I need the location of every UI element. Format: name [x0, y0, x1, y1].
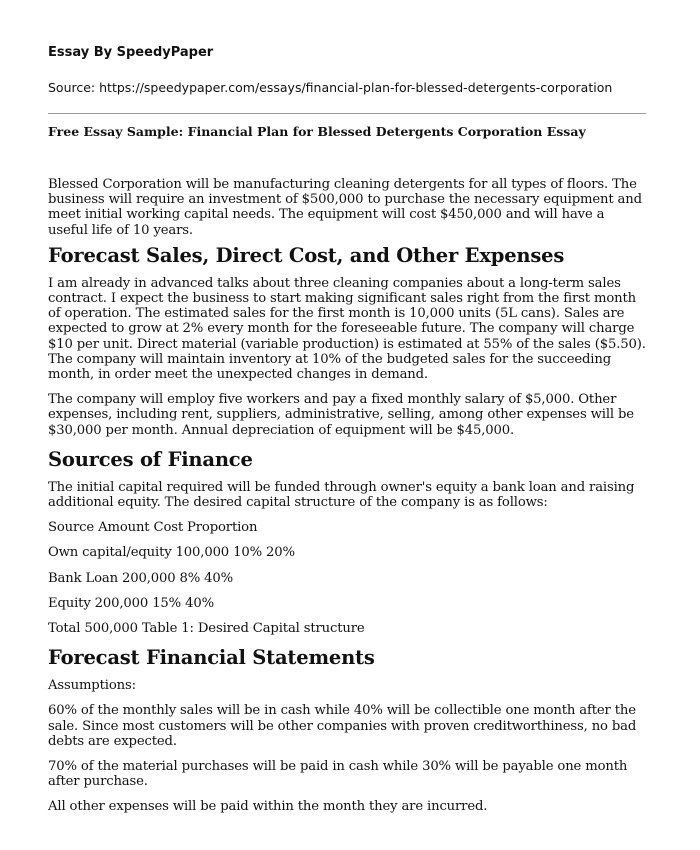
essay-body: [48, 177, 646, 815]
capital-structure-line: Bank Loan 200,000 8% 40%: [48, 570, 234, 586]
paragraph: 60% of the monthly sales will be in cash while 40% will be collectible one month after the sale. Since most customers will be other companies with proven creditworthiness, no bad debts are expected.: [48, 703, 637, 749]
paragraph: 70% of the material purchases will be paid in cash while 30% will be payable one month after purchase.: [48, 759, 628, 790]
section-heading-sources-of-finance: Sources of Finance: [48, 447, 253, 471]
section-heading-forecast-statements: Forecast Financial Statements: [48, 646, 375, 670]
paragraph: The company will employ five workers and pay a fixed monthly salary of $5,000. Other expenses, including rent, suppliers, administrative, selling, among other expenses will be $30,000 per month. Annual depreciation of equipment will be $45,000.: [48, 392, 634, 438]
capital-structure-line: Equity 200,000 15% 40%: [48, 595, 214, 611]
paragraph: All other expenses will be paid within the month they are incurred.: [48, 799, 488, 815]
paragraph: I am already in advanced talks about three cleaning companies about a long-term sales contract. I expect the business to start making significant sales right from the first month of operation. The estimated sales for the first month is 10,000 units (5L cans). Sales are expected to grow at 2% every month for the foreseeable future. The company will charge $10 per unit. Direct material (variable production) is estimated at 55% of the sales ($5.50). The company will maintain inventory at 10% of the budgeted sales for the succeeding month, in order meet the unexpected changes in demand.: [48, 275, 646, 383]
source-line: Source: https://speedypaper.com/essays/financial-plan-for-blessed-detergents-corporation: [48, 80, 613, 95]
capital-structure-line: Total 500,000 Table 1: Desired Capital structure: [48, 621, 365, 637]
essay-title: Free Essay Sample: Financial Plan for Blessed Detergents Corporation Essay: [48, 124, 586, 139]
brand-title: Essay By SpeedyPaper: [48, 45, 214, 60]
capital-structure-line: Source Amount Cost Proportion: [48, 520, 258, 536]
assumptions-label: Assumptions:: [48, 678, 136, 694]
capital-structure-line: Own capital/equity 100,000 10% 20%: [48, 545, 295, 561]
paragraph: The initial capital required will be funded through owner's equity a bank loan and raising additional equity. The desired capital structure of the company is as follows:: [48, 479, 635, 511]
intro-paragraph: Blessed Corporation will be manufacturing cleaning detergents for all types of floors. The business will require an investment of $500,000 to purchase the necessary equipment and meet initial working capital needs. The equipment will cost $450,000 and will have a useful life of 10 years.: [48, 177, 642, 238]
header-divider: [48, 113, 646, 114]
section-heading-forecast-sales: Forecast Sales, Direct Cost, and Other Expenses: [48, 243, 565, 267]
